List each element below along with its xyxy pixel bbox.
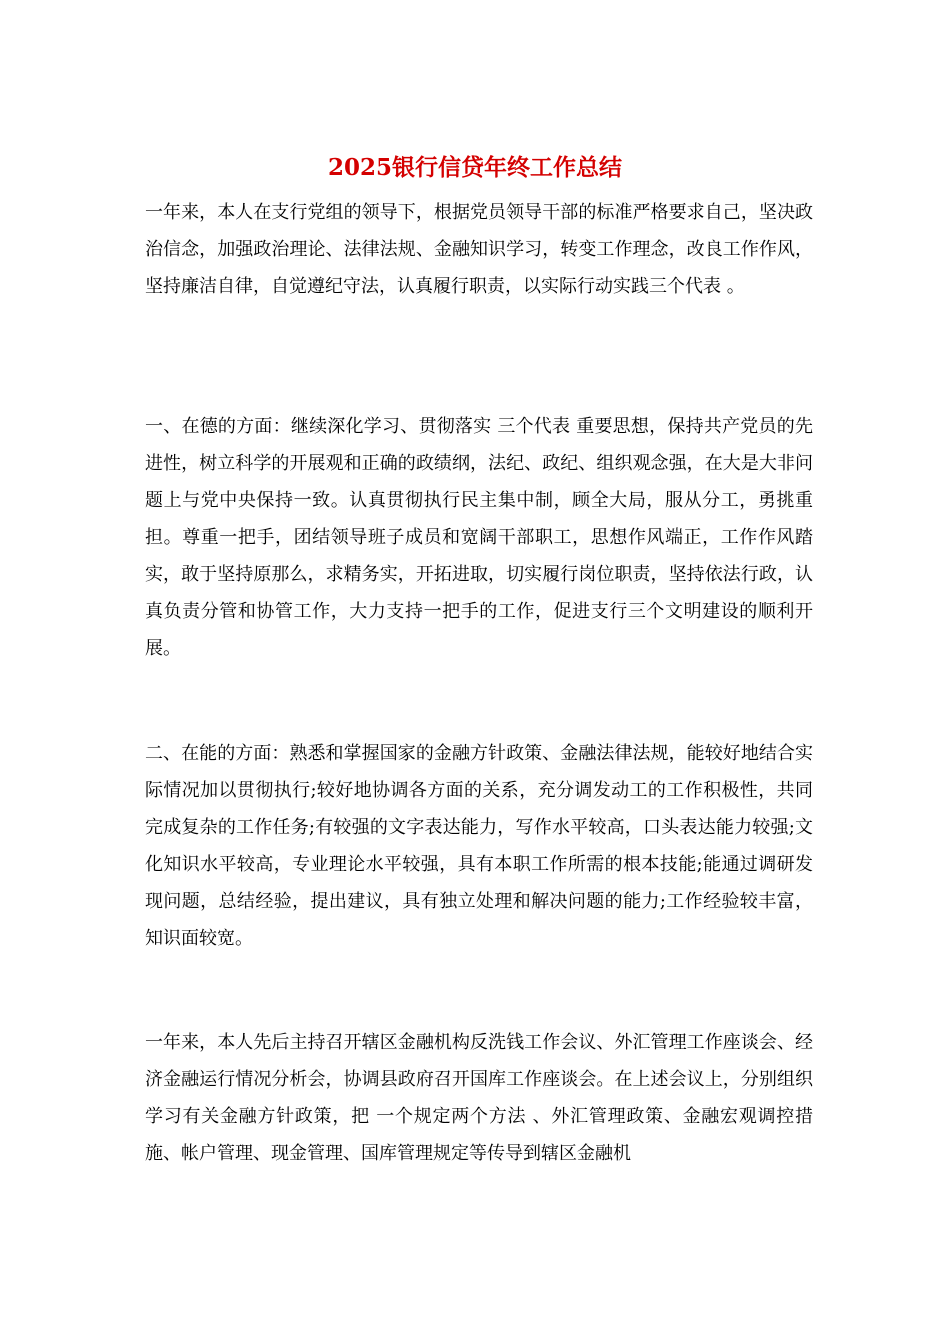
paragraph-morality: 一、在德的方面：继续深化学习、贯彻落实 三个代表 重要思想，保持共产党员的先进性，树立科学的开展观和正确的政绩纲，法纪、政纪、组织观念强，在大是大非问题上与党中央保持一致。认真贯彻执行民主集中制，顾全大局，服从分工，勇挑重担。尊重一把手，团结领导班子成员和宽阔干部职工，思想作风端正，工作作风踏实，敢于坚持原那么，求精务实，开拓进取，切实履行岗位职责，坚持依法行政，认真负责分管和协管工作，大力支持一把手的工作，促进支行三个文明建设的顺利开展。 bbox=[145, 416, 813, 659]
paragraph-intro: 一年来，本人在支行党组的领导下，根据党员领导干部的标准严格要求自己，坚决政治信念，加强政治理论、法律法规、金融知识学习，转变工作理念，改良工作作风，坚持廉洁自律，自觉遵纪守法，认真履行职责，以实际行动实践三个代表 。 bbox=[145, 202, 813, 297]
document-title: 2025银行信贷年终工作总结 bbox=[327, 154, 622, 181]
paragraph-meetings: 一年来，本人先后主持召开辖区金融机构反洗钱工作会议、外汇管理工作座谈会、经济金融运行情况分析会，协调县政府召开国库工作座谈会。在上述会议上，分别组织学习有关金融方针政策，把 一个规定两个方法 、外汇管理政策、金融宏观调控措施、帐户管理、现金管理、国库管理规定等传导到辖区金融机 bbox=[145, 1032, 813, 1164]
paragraph-ability: 二、在能的方面：熟悉和掌握国家的金融方针政策、金融法律法规，能较好地结合实际情况加以贯彻执行;较好地协调各方面的关系，充分调发动工的工作积极性，共同完成复杂的工作任务;有较强的文字表达能力，写作水平较高，口头表达能力较强;文化知识水平较高，专业理论水平较强，具有本职工作所需的根本技能;能通过调研发现问题，总结经验，提出建议，具有独立处理和解决问题的能力;工作经验较丰富，知识面较宽。 bbox=[145, 743, 813, 949]
